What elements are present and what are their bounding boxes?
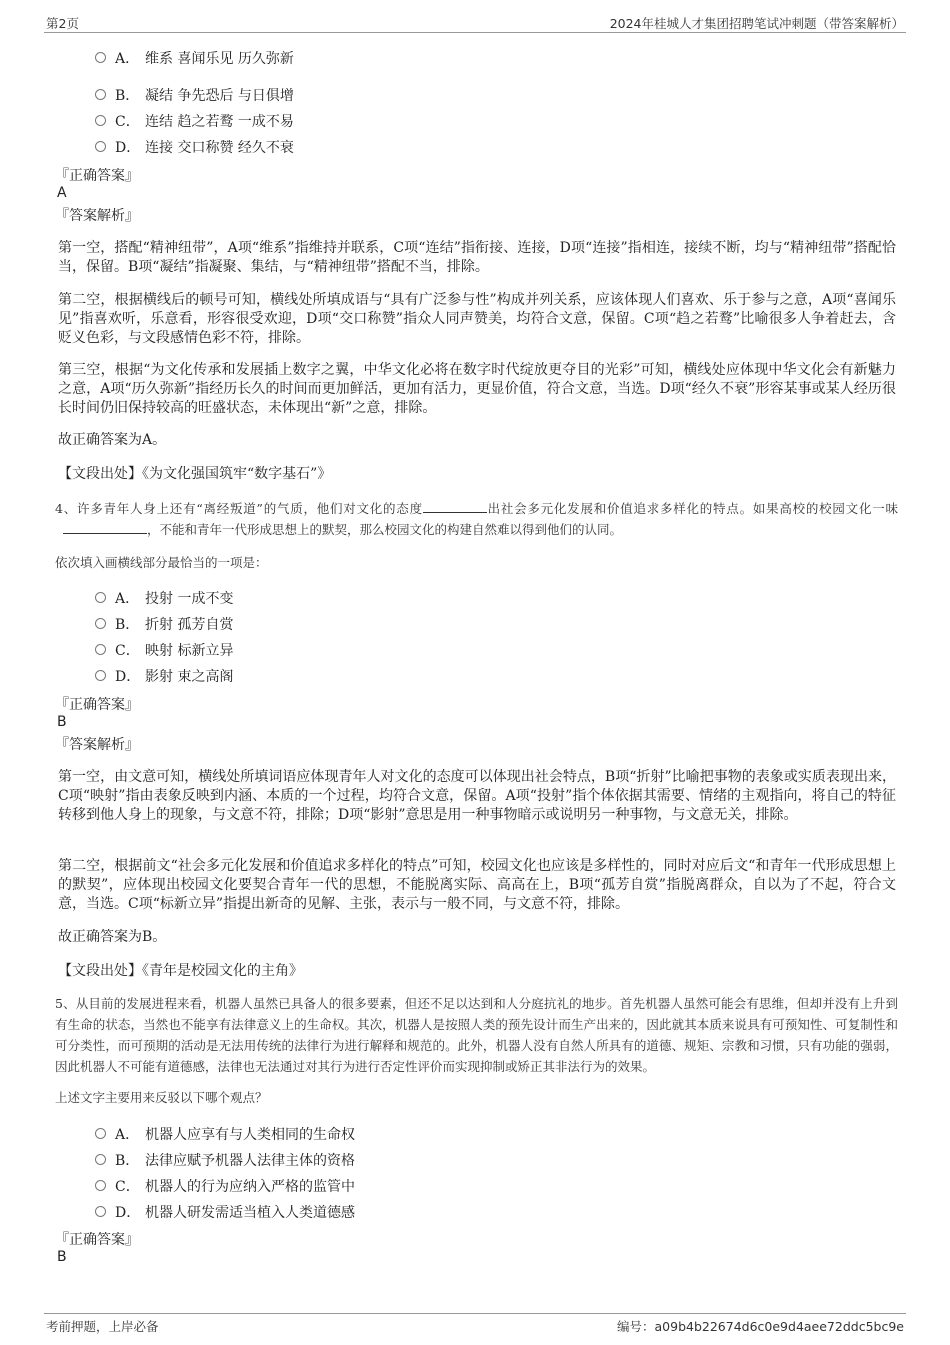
q4-conclusion: 故正确答案为B。 — [58, 929, 167, 945]
radio-icon[interactable] — [95, 1180, 106, 1191]
footer-slogan: 考前押题，上岸必备 — [46, 1319, 159, 1334]
q4-source: 【文段出处】《青年是校园文化的主角》 — [58, 963, 303, 979]
radio-icon[interactable] — [95, 89, 106, 100]
q3-option-c[interactable]: C． 连结 趋之若鹜 一成不易 — [95, 111, 294, 131]
document-title: 2024年桂城人才集团招聘笔试冲刺题（带答案解析） — [609, 16, 904, 31]
q3-option-b[interactable]: B． 凝结 争先恐后 与日俱增 — [95, 85, 294, 105]
q5-answer: B — [57, 1249, 67, 1265]
radio-icon[interactable] — [95, 1206, 106, 1217]
q4-analysis-label: 『答案解析』 — [55, 737, 139, 753]
q5-option-d[interactable]: D． 机器人研发需适当植入人类道德感 — [95, 1202, 355, 1222]
q5-option-b[interactable]: B． 法律应赋予机器人法律主体的资格 — [95, 1150, 355, 1170]
radio-icon[interactable] — [95, 1128, 106, 1139]
q4-option-a[interactable]: A． 投射 一成不变 — [95, 588, 233, 608]
q5-option-a[interactable]: A． 机器人应享有与人类相同的生命权 — [95, 1124, 355, 1144]
q4-prompt: 依次填入画横线部分最恰当的一项是： — [55, 555, 268, 570]
radio-icon[interactable] — [95, 644, 106, 655]
q4-option-d[interactable]: D． 影射 束之高阁 — [95, 666, 233, 686]
q3-analysis-para-3: 第三空，根据“为文化传承和发展插上数字之翼，中华文化必将在数字时代绽放更夺目的光彩”可知，横线处应体现中华文化会有新魅力之意，A项“历久弥新”指经历长久的时间而更加鲜活，更加有活力，更显价值，符合文意，当选。D项“经久不衰”形容某事或某人经历很长时间仍旧保持较高的旺盛状态，未体现出“新”之意，排除。 — [58, 362, 896, 416]
q4-answer: B — [57, 714, 67, 730]
page-footer — [44, 1313, 906, 1338]
q4-option-b[interactable]: B． 折射 孤芳自赏 — [95, 614, 233, 634]
q3-option-d[interactable]: D． 连接 交口称赞 经久不衰 — [95, 137, 294, 157]
fill-blank[interactable] — [423, 499, 487, 513]
page-number: 第2页 — [46, 16, 79, 31]
q3-answer: A — [57, 185, 67, 201]
q3-source: 【文段出处】《为文化强国筑牢“数字基石”》 — [58, 466, 332, 482]
fill-blank[interactable] — [63, 520, 147, 534]
q4-analysis-para-1: 第一空，由文意可知，横线处所填词语应体现青年人对文化的态度可以体现出社会特点，B项“折射”比喻把事物的表象或实质表现出来，C项“映射”指由表象反映到内涵、本质的一个过程，均符合文意，保留。A项“投射”指个体依据其需要、情绪的主观指向，将自己的特征转移到他人身上的现象，与文意不符，排除；D项“影射”意思是用一种事物暗示或说明另一种事物，与文意无关，排除。 — [58, 769, 896, 823]
radio-icon[interactable] — [95, 141, 106, 152]
q4-option-c[interactable]: C． 映射 标新立异 — [95, 640, 233, 660]
q4-analysis-para-2: 第二空，根据前文“社会多元化发展和价值追求多样化的特点”可知，校园文化也应该是多样性的，同时对应后文“和青年一代形成思想上的默契”，应体现出校园文化要契合青年一代的思想，不能脱离实际、高高在上，B项“孤芳自赏”指脱离群众，自以为了不起，符合文意，当选。C项“标新立异”指提出新奇的见解、主张，表示与一般不同，与文意不符，排除。 — [58, 858, 896, 912]
radio-icon[interactable] — [95, 592, 106, 603]
radio-icon[interactable] — [95, 115, 106, 126]
radio-icon[interactable] — [95, 1154, 106, 1165]
document-id: 编号：a09b4b22674d6c0e9d4aee72ddc5bc9e — [617, 1319, 904, 1334]
q5-answer-label: 『正确答案』 — [55, 1232, 139, 1248]
q3-option-a[interactable]: A． 维系 喜闻乐见 历久弥新 — [95, 48, 294, 68]
q5-option-c[interactable]: C． 机器人的行为应纳入严格的监管中 — [95, 1176, 355, 1196]
q3-conclusion: 故正确答案为A。 — [58, 432, 167, 448]
q3-analysis-para-1: 第一空，搭配“精神纽带”，A项“维系”指维持并联系，C项“连结”指衔接、连接，D项“连接”指相连，接续不断，均与“精神纽带”搭配恰当，保留。B项“凝结”指凝聚、集结，与“精神纽带”搭配不当，排除。 — [58, 240, 896, 275]
page-header — [44, 12, 906, 33]
radio-icon[interactable] — [95, 670, 106, 681]
q3-answer-label: 『正确答案』 — [55, 168, 139, 184]
q4-answer-label: 『正确答案』 — [55, 697, 139, 713]
radio-icon[interactable] — [95, 52, 106, 63]
q5-prompt: 上述文字主要用来反驳以下哪个观点？ — [55, 1090, 268, 1105]
q5-stem: 5、从目前的发展进程来看，机器人虽然已具备人的很多要素，但还不足以达到和人分庭抗礼的地步。首先机器人虽然可能会有思维，但却并没有上升到有生命的状态，当然也不能享有法律意义上的生命权。其次，机器人是按照人类的预先设计而生产出来的，因此就其本质来说具有可预知性、可复制性和可分类性，而可预期的活动是无法用传统的法律行为进行解释和规范的。此外，机器人没有自然人所具有的道德、规矩、宗教和习惯，只有功能的强弱，因此机器人不可能有道德感，法律也无法通过对其行为进行否定性评价而实现抑制或矫正其非法行为的效果。 — [55, 996, 898, 1074]
q3-analysis-para-2: 第二空，根据横线后的顿号可知，横线处所填成语与“具有广泛参与性”构成并列关系，应该体现人们喜欢、乐于参与之意，A项“喜闻乐见”指喜欢听，乐意看，形容很受欢迎，D项“交口称赞”指众人同声赞美，均符合文意，保留。C项“趋之若鹜”比喻很多人争着赶去，含贬义色彩，与文段感情色彩不符，排除。 — [58, 292, 896, 346]
radio-icon[interactable] — [95, 618, 106, 629]
q4-stem: 4、许多青年人身上还有“离经叛道”的气质，他们对文化的态度 出社会多元化发展和价值追求多样化的特点。如果高校的校园文化一味，不能和青年一代形成思想上的默契，那么校园文化的构建自然难以得到他们的认同。 — [55, 501, 898, 537]
q3-analysis-label: 『答案解析』 — [55, 208, 139, 224]
